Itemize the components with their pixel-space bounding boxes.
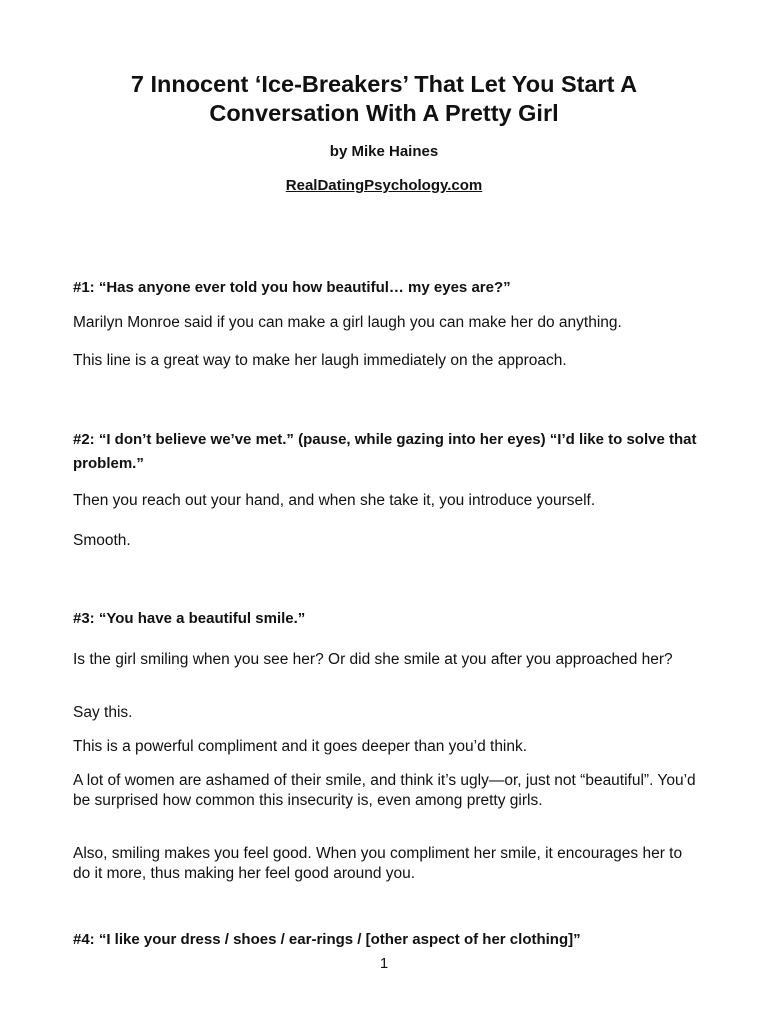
section-2-heading: #2: “I don’t believe we’ve met.” (pause, while gazing into her eyes) “I’d like to solve that problem.” — [73, 431, 697, 472]
site-link-container — [0, 177, 768, 194]
section-3-paragraph-5: Also, smiling makes you feel good. When you compliment her smile, it encourages her to do it more, thus making her feel good around you. — [73, 845, 683, 882]
section-1-paragraph-2: This line is a great way to make her laugh immediately on the approach. — [73, 352, 567, 369]
section-3-paragraph-2: Say this. — [73, 704, 133, 721]
author-byline: by Mike Haines — [329, 143, 439, 160]
section-3-paragraph-4: A lot of women are ashamed of their smile, and think it’s ugly—or, just not “beautiful”. You’d be surprised how common this insecurity is, even among pretty girls. — [73, 772, 696, 809]
section-2-paragraph-2: Smooth. — [73, 532, 131, 549]
section-3-paragraph-1: Is the girl smiling when you see her? Or did she smile at you after you approached her? — [73, 651, 673, 668]
site-link[interactable]: RealDatingPsychology.com — [285, 177, 483, 194]
section-4-heading: #4: “I like your dress / shoes / ear-rings / [other aspect of her clothing]” — [73, 931, 581, 948]
page-number: 1 — [379, 955, 389, 972]
section-3-heading: #3: “You have a beautiful smile.” — [73, 610, 306, 627]
document-title: 7 Innocent ‘Ice-Breakers’ That Let You Start A Conversation With A Pretty Girl — [130, 71, 638, 126]
section-2-paragraph-1: Then you reach out your hand, and when she take it, you introduce yourself. — [73, 492, 596, 509]
section-1-paragraph-1: Marilyn Monroe said if you can make a girl laugh you can make her do anything. — [73, 314, 622, 331]
section-1-heading: #1: “Has anyone ever told you how beautiful… my eyes are?” — [73, 279, 511, 296]
section-3-paragraph-3: This is a powerful compliment and it goes deeper than you’d think. — [73, 738, 528, 755]
